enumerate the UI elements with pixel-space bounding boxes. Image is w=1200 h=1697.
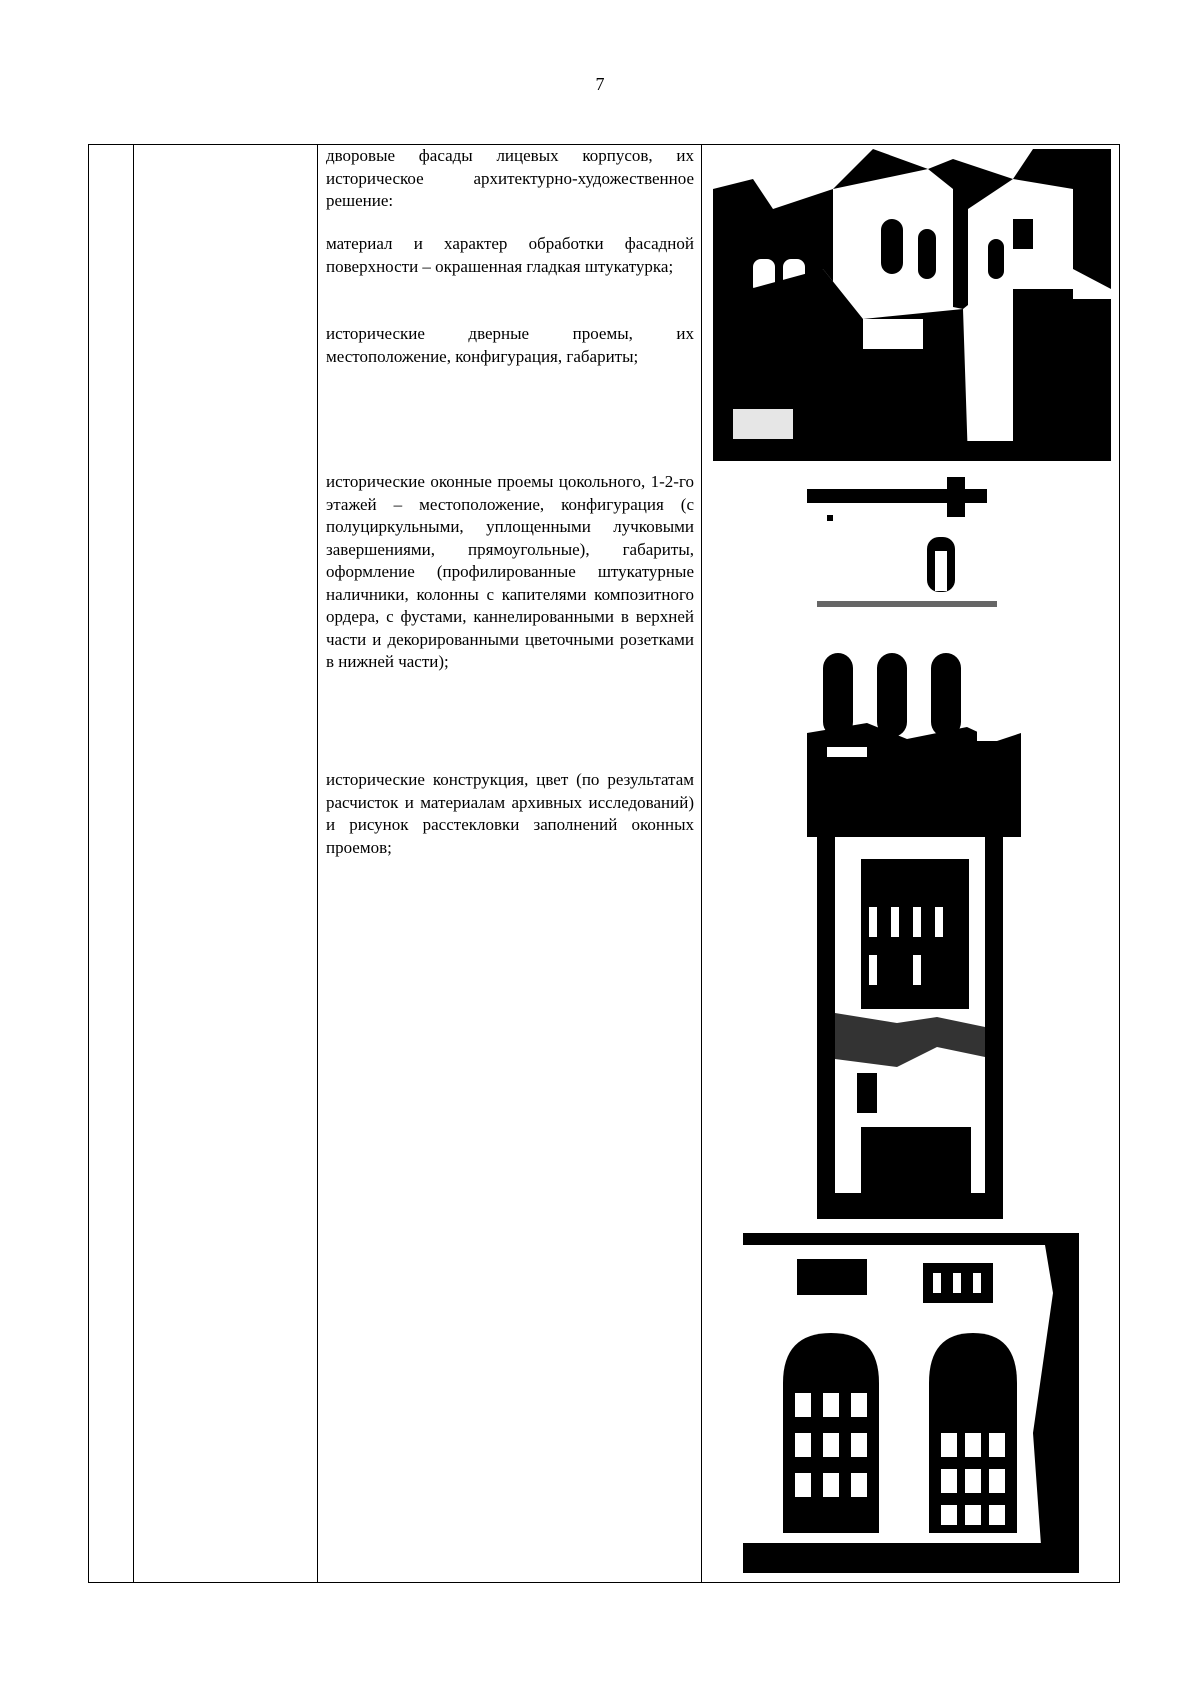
page-number: 7: [595, 74, 605, 94]
column-divider: [133, 145, 134, 1582]
arched-windows-facade-photo: [807, 471, 1021, 837]
paragraph-door-openings: исторические дверные проемы, их местоположение, конфигурация, габариты;: [326, 324, 694, 366]
column-divider: [317, 145, 318, 1582]
feature-description: [326, 769, 694, 859]
feature-description: [326, 233, 694, 278]
paragraph-facade-material: материал и характер обработки фасадной поверхности – окрашенная гладкая штукатурка;: [326, 234, 694, 276]
column-divider: [701, 145, 702, 1582]
feature-description: [326, 323, 694, 368]
paragraph-window-glazing: исторические конструкция, цвет (по результатам расчисток и материалам архивных исследований) и рисунок расстекловки заполнений оконных проемов;: [326, 770, 694, 857]
rectangular-window-facade-photo: [817, 837, 1003, 1219]
monument-features-table: [88, 144, 1120, 1583]
arched-windows-closeup-photo: [743, 1233, 1079, 1573]
feature-description: [326, 145, 694, 213]
courtyard-facade-photo: [713, 149, 1111, 461]
paragraph-window-openings: исторические оконные проемы цокольного, 1-2-го этажей – местоположение, конфигурация (с полуциркульными, уплощенными лучковыми завершениями, прямоугольные), габариты, оформление (профилированные штукатурные наличники, колонны с капителями композитного ордера, с фустами, каннелированными в верхней части и декорированными цветочными розетками в нижней части);: [326, 472, 694, 671]
feature-description: [326, 471, 694, 674]
paragraph-courtyard-facades: дворовые фасады лицевых корпусов, их историческое архитектурно-художественное решение:: [326, 146, 694, 210]
